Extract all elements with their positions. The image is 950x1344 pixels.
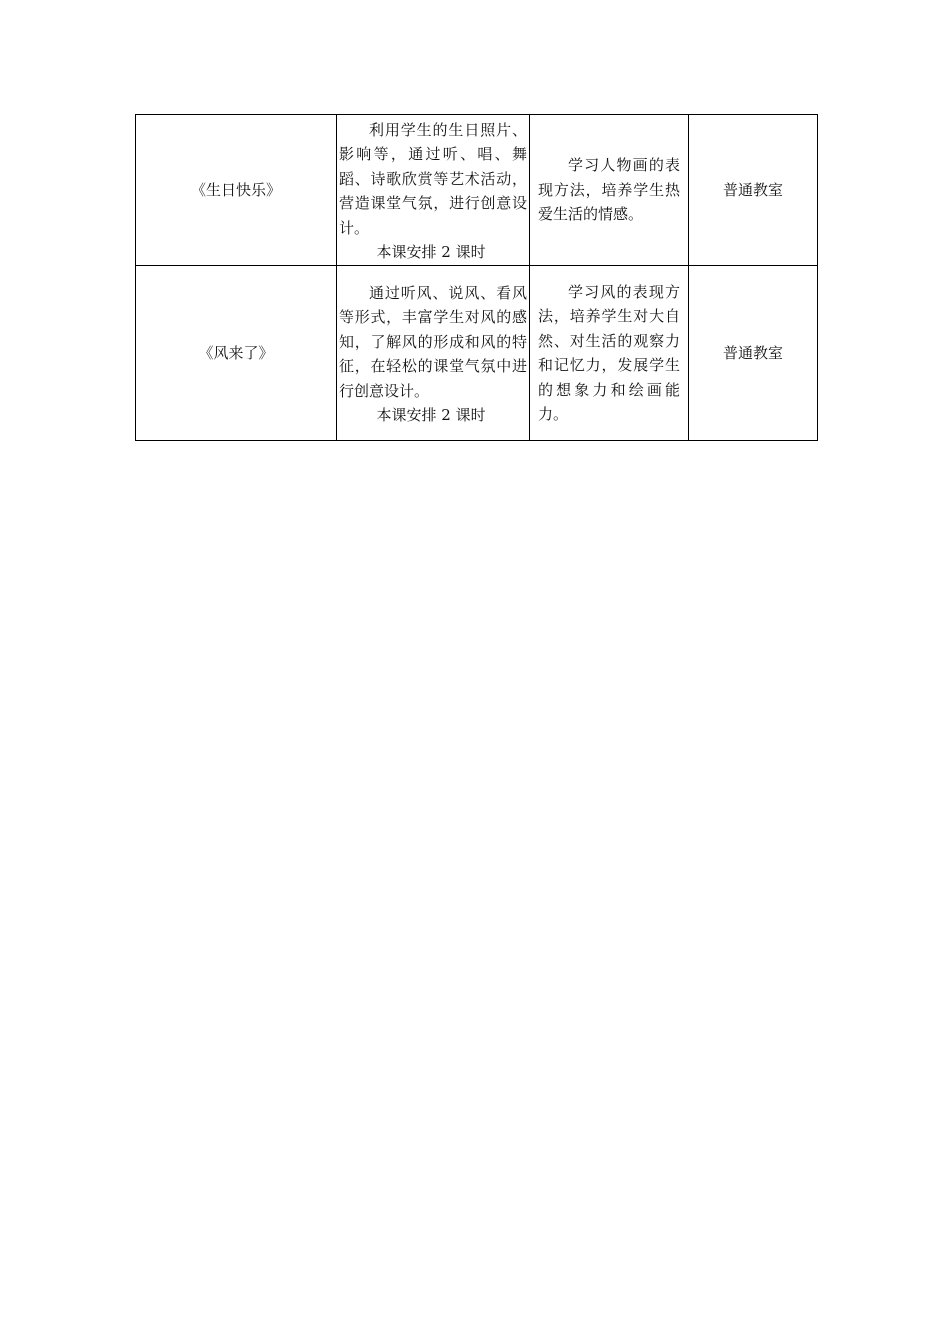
lesson-goal-cell xyxy=(530,266,689,441)
table-row xyxy=(136,115,818,266)
lesson-room-cell xyxy=(689,266,818,441)
lesson-goal: 学习人物画的表现方法，培养学生热爱生活的情感。 xyxy=(538,156,680,224)
lesson-title-cell xyxy=(136,115,337,266)
lesson-content: 通过听风、说风、看风等形式，丰富学生对风的感知，了解风的形成和风的特征，在轻松的课堂气氛中进行创意设计。 xyxy=(339,283,527,400)
lesson-goal-cell xyxy=(530,115,689,266)
lesson-goal: 学习风的表现方法，培养学生对大自然、对生活的观察力和记忆力，发展学生的想象力和绘画能力。 xyxy=(538,282,680,423)
lesson-room: 普通教室 xyxy=(722,180,783,199)
lesson-plan-table xyxy=(135,114,818,441)
lesson-hours: 本课安排 2 课时 xyxy=(376,406,486,424)
lesson-title: 《风来了》 xyxy=(198,343,274,362)
lesson-title: 《生日快乐》 xyxy=(190,180,281,199)
lesson-room: 普通教室 xyxy=(722,343,783,362)
lesson-hours: 本课安排 2 课时 xyxy=(376,243,486,261)
table-row xyxy=(136,266,818,441)
lesson-title-cell xyxy=(136,266,337,441)
lesson-room-cell xyxy=(689,115,818,266)
lesson-content-cell xyxy=(337,115,530,266)
lesson-content: 利用学生的生日照片、影响等，通过听、唱、舞蹈、诗歌欣赏等艺术活动，营造课堂气氛，进行创意设计。 xyxy=(339,120,527,237)
lesson-content-cell xyxy=(337,266,530,441)
